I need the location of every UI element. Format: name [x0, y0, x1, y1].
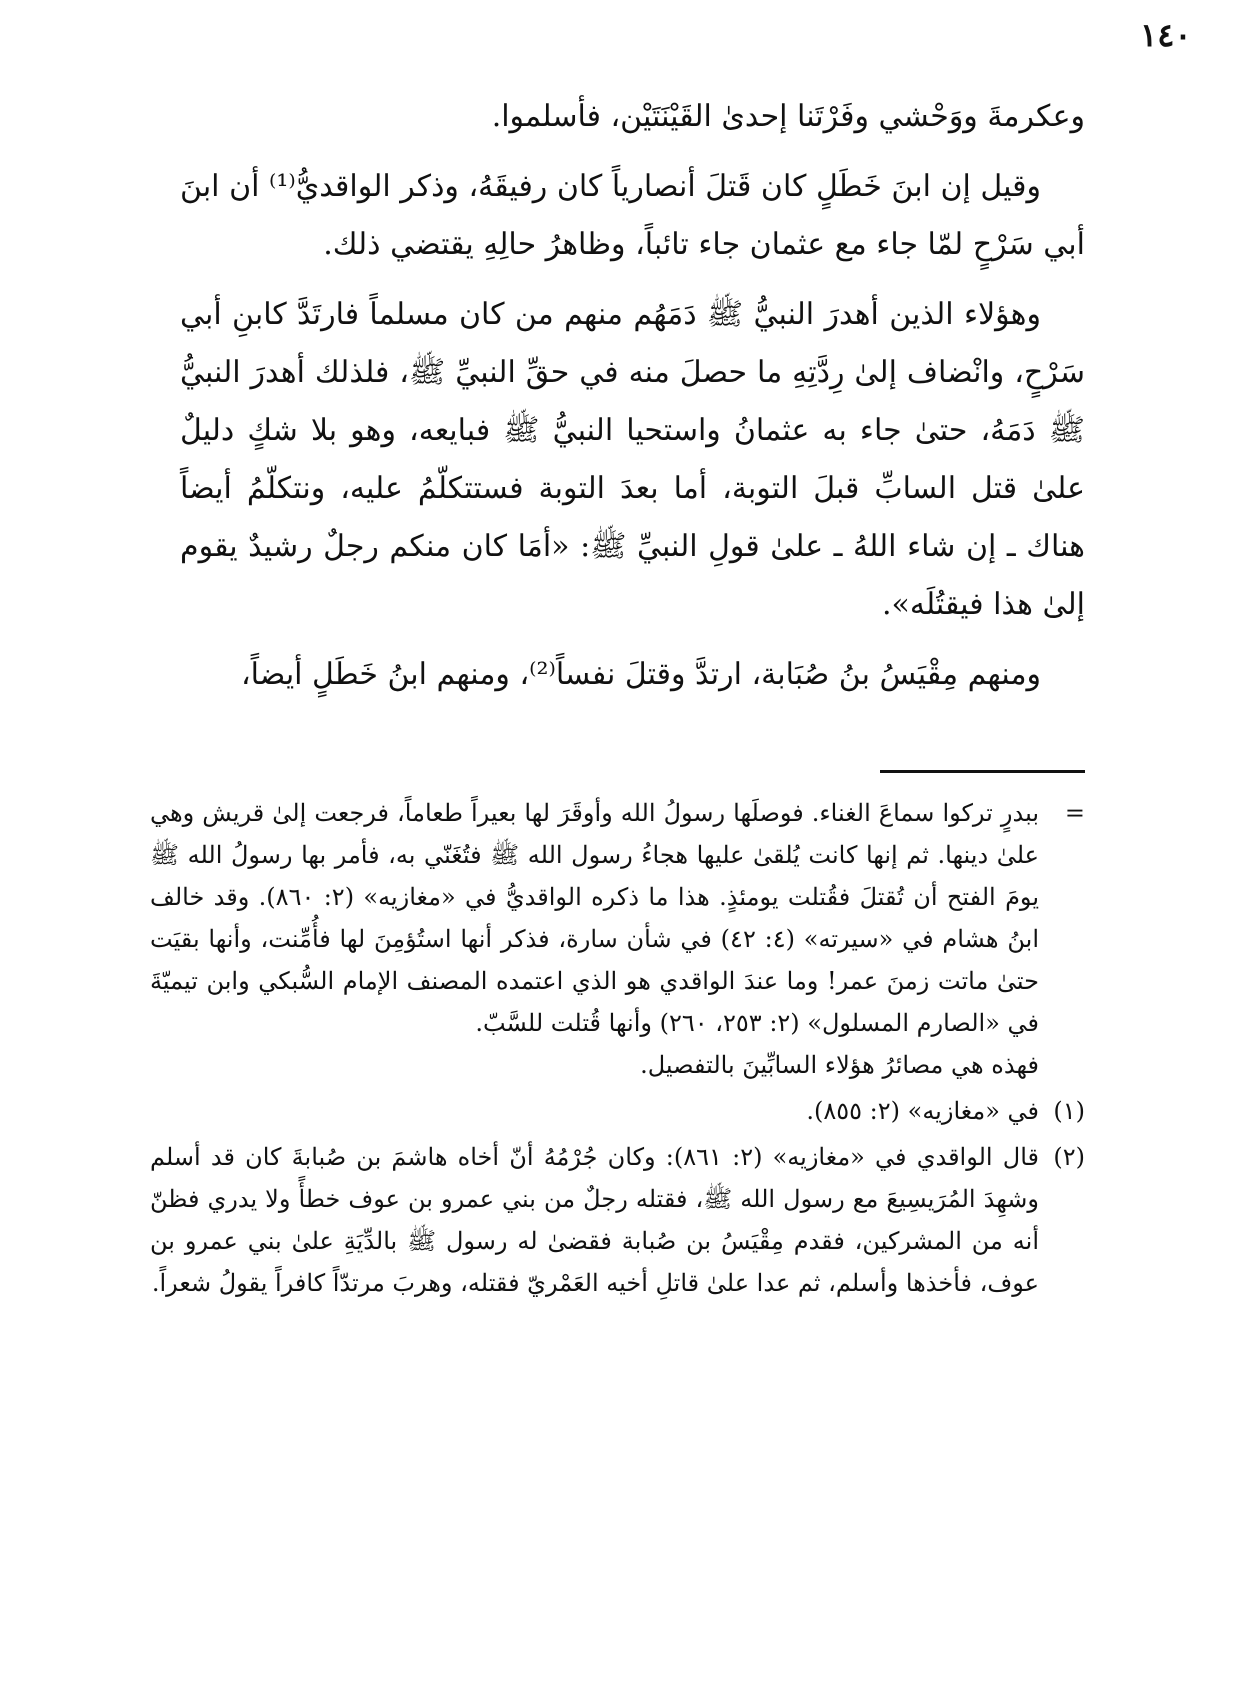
footnote-text: قال الواقدي في «مغازيه» (٢: ٨٦١): وكان جُرْمُهُ أنّ أخاه هاشمَ بن صُبابةَ كان قد أسلم وشهِدَ المُرَيسِيعَ مع رسول الله ﷺ، فقتله رجلٌ من بني عمرو بن عوف خطأً ولا يدري فظنّ أنه من المشركين، فقدم مِقْيَسُ بن صُبابة فقضىٰ له رسول ﷺ بالدِّيَةِ علىٰ بني عمرو بن عوف، فأخذها وأسلم، ثم عدا علىٰ قاتلِ أخيه العَمْريّ فقتله، وهربَ مرتدّاً كافراً يقولُ شعراً.: [150, 1143, 1039, 1297]
footnote-marker: (١): [1053, 1097, 1085, 1125]
footnote-continuation: [150, 792, 1085, 1086]
footnote-2: [150, 1136, 1085, 1304]
footnote-marker: (٢): [1053, 1143, 1085, 1171]
footnotes: [150, 792, 1085, 1308]
page-number: ١٤٠: [1140, 16, 1192, 54]
main-paragraph: ومنهم مِقْيَسُ بنُ صُبَابة، ارتدَّ وقتلَ نفساً⁽²⁾، ومنهم ابنُ خَطَلٍ أيضاً،: [240, 657, 1041, 692]
footnote-marker: =: [1064, 799, 1085, 827]
footnote-text: ببدرٍ تركوا سماعَ الغناء. فوصلَها رسولُ الله وأوقَرَ لها بعيراً طعاماً، فرجعت إلىٰ قريش وهي علىٰ دينها. ثم إنها كانت يُلقىٰ عليها هجاءُ رسول الله ﷺ فتُغَنّي به، فأمر بها رسولُ الله ﷺ يومَ الفتح أن تُقتلَ فقُتلت يومئذٍ. هذا ما ذكره الواقديُّ في «مغازيه» (٢: ٨٦٠). وقد خالف ابنُ هشام في «سيرته» (٤: ٤٢) في شأن سارة، فذكر أنها استُؤمِنَ لها فأُمِّنت، وأنها بقيَت حتىٰ ماتت زمنَ عمر! وما عندَ الواقدي هو الذي اعتمده المصنف الإمام السُّبكي وابن تيميّةَ في «الصارم المسلول» (٢: ٢٥٣، ٢٦٠) وأنها قُتلت للسَّبّ.: [150, 799, 1040, 1037]
main-paragraph: وقيل إن ابنَ خَطَلٍ كان قَتلَ أنصارياً كان رفيقَهُ، وذكر الواقديُّ⁽¹⁾ أن ابنَ أبي سَرْحٍ لمّا جاء مع عثمان جاء تائباً، وظاهرُ حالِهِ يقتضي ذلك.: [180, 169, 1085, 262]
main-paragraph: وعكرمةَ ووَحْشي وفَرْتَنا إحدىٰ القَيْنَتَيْن، فأسلموا.: [491, 99, 1085, 134]
footnote-text: في «مغازيه» (٢: ٨٥٥).: [806, 1097, 1039, 1125]
footnote-separator: [880, 770, 1085, 773]
main-paragraph: وهؤلاء الذين أهدرَ النبيُّ ﷺ دَمَهُم منهم من كان مسلماً فارتَدَّ كابنِ أبي سَرْحٍ، وانْضاف إلىٰ رِدَّتِهِ ما حصلَ منه في حقِّ النبيِّ ﷺ، فلذلك أهدرَ النبيُّ ﷺ دَمَهُ، حتىٰ جاء به عثمانُ واستحيا النبيُّ ﷺ فبايعه، وهو بلا شكٍ دليلٌ علىٰ قتل السابِّ قبلَ التوبة، أما بعدَ التوبة فستتكلّمُ عليه، ونتكلّمُ أيضاً هناك ـ إن شاء اللهُ ـ علىٰ قولِ النبيِّ ﷺ: «أمَا كان منكم رجلٌ رشيدٌ يقوم إلىٰ هذا فيقتُلَه».: [180, 297, 1085, 622]
footnote-1: [150, 1090, 1085, 1132]
footnote-text: فهذه هي مصائرُ هؤلاء السابِّينَ بالتفصيل.: [640, 1051, 1039, 1079]
main-text: [180, 88, 1085, 716]
